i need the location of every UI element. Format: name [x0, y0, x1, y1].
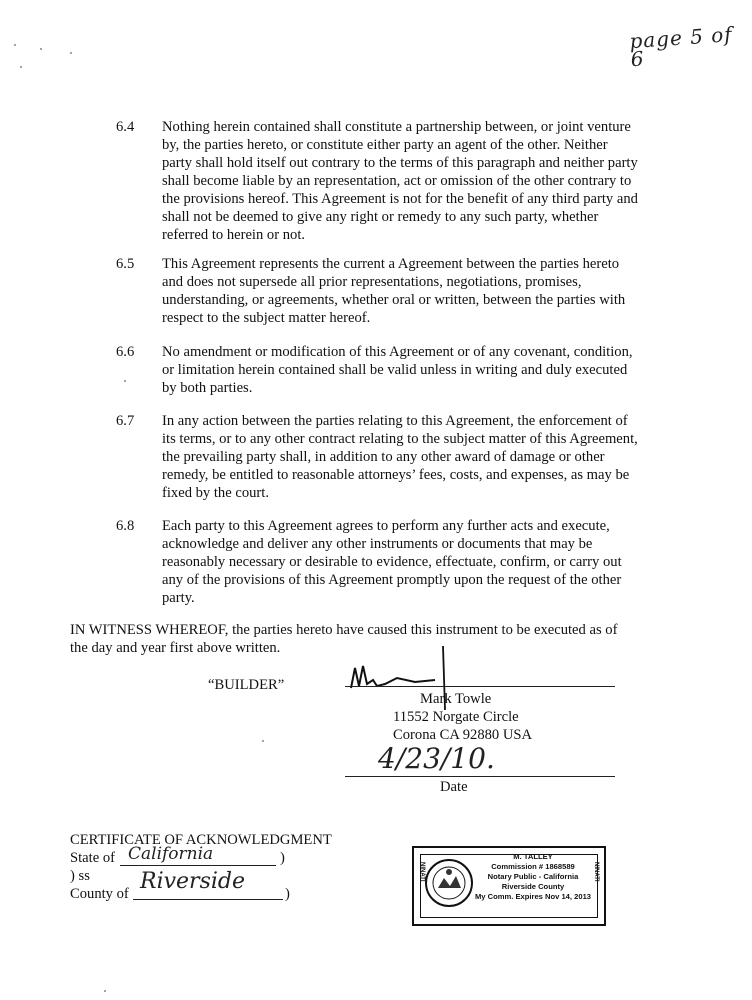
- date-line: [345, 776, 615, 777]
- handwritten-date: 4/23/10.: [378, 742, 495, 775]
- clause-line: respect to the subject matter hereof.: [162, 310, 371, 326]
- signer-address-2: Corona CA 92880 USA: [393, 727, 533, 743]
- notary-stamp: [412, 846, 606, 926]
- county-label: County of: [70, 886, 129, 902]
- clause-line: and does not supersede all prior representations, negotiations, promises,: [162, 274, 582, 290]
- clause-line: by both parties.: [162, 380, 253, 396]
- clause-line: remedy, be entitled to reasonable attorneys’ fees, costs, and expenses, as may be: [162, 467, 630, 483]
- clause-line: reasonably necessary or desirable to evidence, effectuate, confirm, or carry out: [162, 554, 622, 570]
- county-line: [133, 899, 283, 900]
- builder-label: “BUILDER”: [208, 677, 285, 693]
- scan-speck: [14, 44, 16, 46]
- notary-county: Riverside County: [501, 882, 565, 891]
- notary-name: M. TALLEY: [513, 852, 553, 861]
- stamp-side-text-left: NINATI: [419, 862, 425, 882]
- clause-line: party shall hold itself out contrary to the terms of this paragraph and neither party: [162, 155, 638, 171]
- clause-number: 6.4: [116, 119, 135, 135]
- ss-label: ) ss: [70, 868, 90, 884]
- clause-line: Nothing herein contained shall constitute a partnership between, or joint venture: [162, 119, 631, 135]
- signature-line: [345, 686, 615, 687]
- state-line: [120, 865, 276, 866]
- state-close-paren: ): [280, 850, 285, 866]
- notary-commission: Commission # 1868589: [491, 862, 575, 871]
- notary-seal-icon: [424, 858, 474, 908]
- clause-text: [162, 343, 676, 397]
- scan-speck: [124, 380, 126, 382]
- clause-number: 6.8: [116, 518, 135, 534]
- scan-speck: [70, 52, 72, 54]
- scan-speck: [104, 990, 106, 992]
- clause-line: acknowledge and deliver any other instruments or documents that may be: [162, 536, 593, 552]
- certificate-title: CERTIFICATE OF ACKNOWLEDGMENT: [70, 832, 332, 848]
- clause-line: its terms, or to any other contract relating to the subject matter of this Agreement,: [162, 431, 638, 447]
- county-close-paren: ): [285, 886, 290, 902]
- scan-speck: [262, 740, 264, 742]
- clause-number: 6.7: [116, 413, 135, 429]
- stamp-side-text-right: NINATI: [593, 862, 599, 882]
- clause-line: In any action between the parties relating to this Agreement, the enforcement of: [162, 413, 628, 429]
- page-number-annotation: page 5 of 6: [628, 22, 734, 72]
- clause-line: fixed by the court.: [162, 485, 269, 501]
- signer-name: Mark Towle: [420, 691, 492, 707]
- state-label: State of: [70, 850, 115, 866]
- clause-text: [162, 118, 676, 244]
- clause-line: This Agreement represents the current a Agreement between the parties hereto: [162, 256, 620, 272]
- clause-number: 6.6: [116, 344, 135, 360]
- clause-number: 6.5: [116, 256, 135, 272]
- clause-line: understanding, or agreements, whether oral or written, between the parties with: [162, 292, 626, 308]
- clause-text: [162, 412, 676, 502]
- clause-line: referred to herein or not.: [162, 227, 306, 243]
- clause-text: [162, 517, 676, 607]
- notary-title: Notary Public - California: [487, 872, 579, 881]
- state-value: California: [128, 844, 214, 864]
- clause-line: party.: [162, 590, 195, 606]
- clause-line: by, the parties hereto, or constitute either party an agent of the other. Neither: [162, 137, 608, 153]
- clause-text: [162, 255, 676, 327]
- notary-expiry: My Comm. Expires Nov 14, 2013: [474, 892, 592, 901]
- clause-line: the prevailing party shall, in addition to any other award of damage or other: [162, 449, 605, 465]
- clause-line: or limitation herein contained shall be valid unless in writing and duly executed: [162, 362, 628, 378]
- date-label: Date: [440, 779, 468, 795]
- scan-speck: [20, 66, 22, 68]
- clause-line: any of the provisions of this Agreement promptly upon the request of the other: [162, 572, 622, 588]
- signer-address-1: 11552 Norgate Circle: [393, 709, 519, 725]
- stamp-text: [470, 852, 596, 902]
- county-value: Riverside: [140, 869, 245, 894]
- clause-line: shall become liable by an representation, act or omission of the other contrary to: [162, 173, 632, 189]
- clause-line: No amendment or modification of this Agreement or of any covenant, condition,: [162, 344, 633, 360]
- witness-line-2: the day and year first above written.: [70, 640, 281, 656]
- scan-speck: [40, 48, 42, 50]
- clause-line: the provisions hereof. This Agreement is not for the benefit of any third party and: [162, 191, 638, 207]
- clause-line: Each party to this Agreement agrees to perform any further acts and execute,: [162, 518, 610, 534]
- witness-line-1: IN WITNESS WHEREOF, the parties hereto have caused this instrument to be executed as of: [70, 622, 618, 638]
- clause-line: shall not be deemed to give any right or remedy to any such party, whether: [162, 209, 599, 225]
